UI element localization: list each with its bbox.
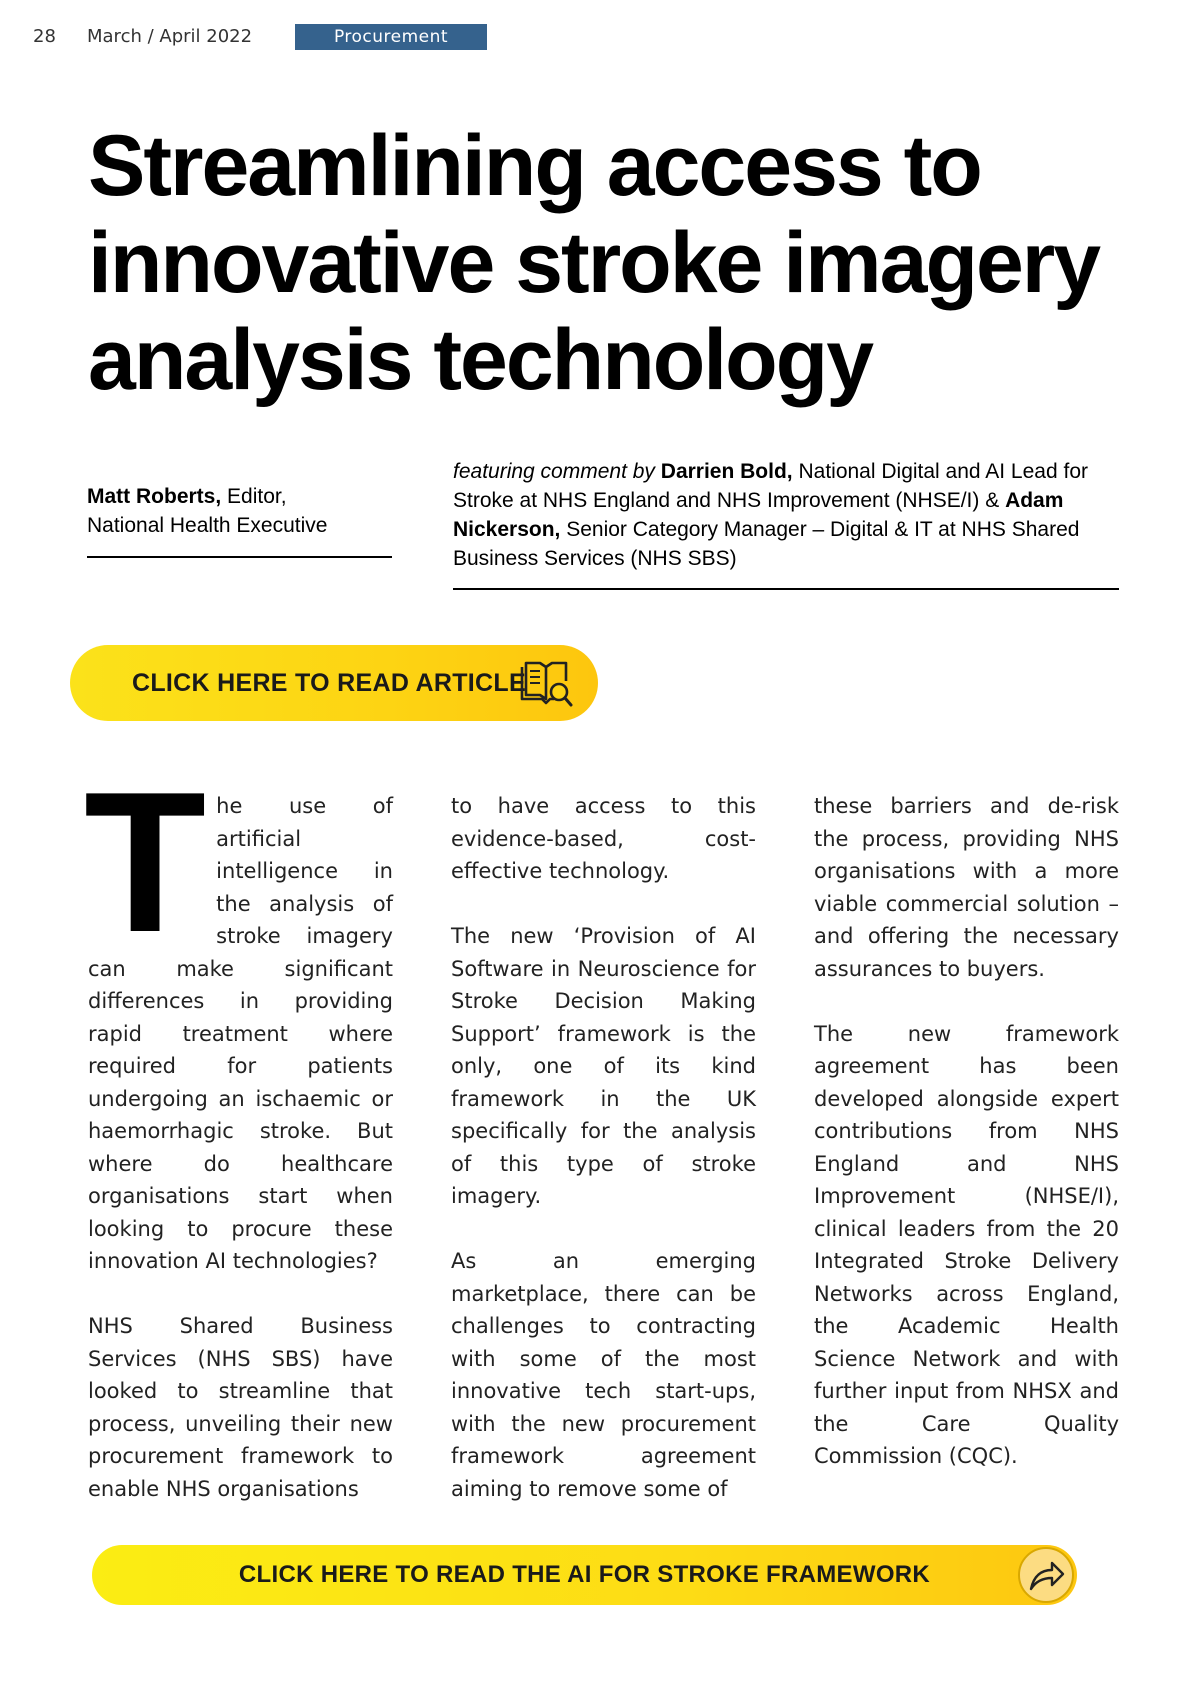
body-paragraph: The new ‘Provision of AI Software in Neuroscience for Stroke Decision Making Support’ framework is the only, one of its kind framework in the UK specifically for the analysis of this type of stroke imagery. [451, 924, 756, 1208]
read-framework-button[interactable] [92, 1545, 1077, 1605]
read-article-label: CLICK HERE TO READ ARTICLE [132, 669, 526, 697]
contributor-1-name: Darrien Bold, [660, 460, 793, 483]
featuring-intro: featuring comment by [453, 460, 655, 483]
share-arrow-icon [1018, 1547, 1074, 1603]
author-byline [87, 482, 387, 540]
author-divider [87, 556, 392, 558]
contributor-2-role: Senior Category Manager – Digital & IT at NHS Shared Business Services (NHS SBS) [453, 518, 1080, 570]
author-organisation: National Health Executive [87, 514, 328, 537]
featuring-byline [453, 457, 1123, 573]
body-paragraph: NHS Shared Business Services (NHS SBS) have looked to streamline that process, unveiling their new procurement framework to enable NHS organisations [88, 1314, 393, 1501]
author-name: Matt Roberts, [87, 485, 222, 508]
drop-cap: T [84, 751, 207, 974]
body-paragraph: The use of artificial intelligence in the analysis of stroke imagery can make significant differences in providing rapid treatment where required for patients undergoing an ischaemic or haemorrhagic stroke. But where do healthcare organisations start when looking to procure these innovation AI technologies? [84, 751, 393, 1273]
share-arrow-glyph [1028, 1559, 1066, 1593]
page-number: 28 [33, 26, 56, 47]
section-tag: Procurement [295, 24, 487, 50]
body-paragraph: The new framework agreement has been developed alongside expert contributions from NHS England and NHS Improvement (NHSE/I), clinical leaders from the 20 Integrated Stroke Delivery Networks across England, the Academic Health Science Network and with further input from NHSX and the Care Quality Commission (CQC). [814, 1021, 1119, 1468]
body-paragraph: to have access to this evidence-based, cost-effective technology. [451, 794, 756, 883]
body-column-2 [451, 790, 756, 1505]
read-framework-label: CLICK HERE TO READ THE AI FOR STROKE FRAMEWORK [238, 1561, 931, 1588]
body-column-1 [84, 751, 393, 1505]
body-paragraph: As an emerging marketplace, there can be challenges to contracting with some of the most innovative tech start-ups, with the new procurement framework agreement aiming to remove some of [451, 1249, 756, 1501]
book-search-icon [518, 657, 574, 709]
featuring-divider [453, 588, 1119, 590]
article-headline: Streamlining access to innovative stroke imagery analysis technology [88, 118, 1100, 408]
issue-date: March / April 2022 [87, 26, 253, 47]
body-paragraph: these barriers and de-risk the process, providing NHS organisations with a more viable commercial solution – and offering the necessary assurances to buyers. [814, 794, 1119, 981]
read-article-button[interactable] [70, 645, 598, 721]
contributor-1-role: National Digital and AI Lead for Stroke at NHS England and NHS Improvement (NHSE/I) & [453, 460, 1088, 512]
body-column-3 [814, 790, 1119, 1473]
contributor-2-name: Adam Nickerson, [453, 489, 1064, 541]
author-role: Editor, [221, 485, 287, 508]
